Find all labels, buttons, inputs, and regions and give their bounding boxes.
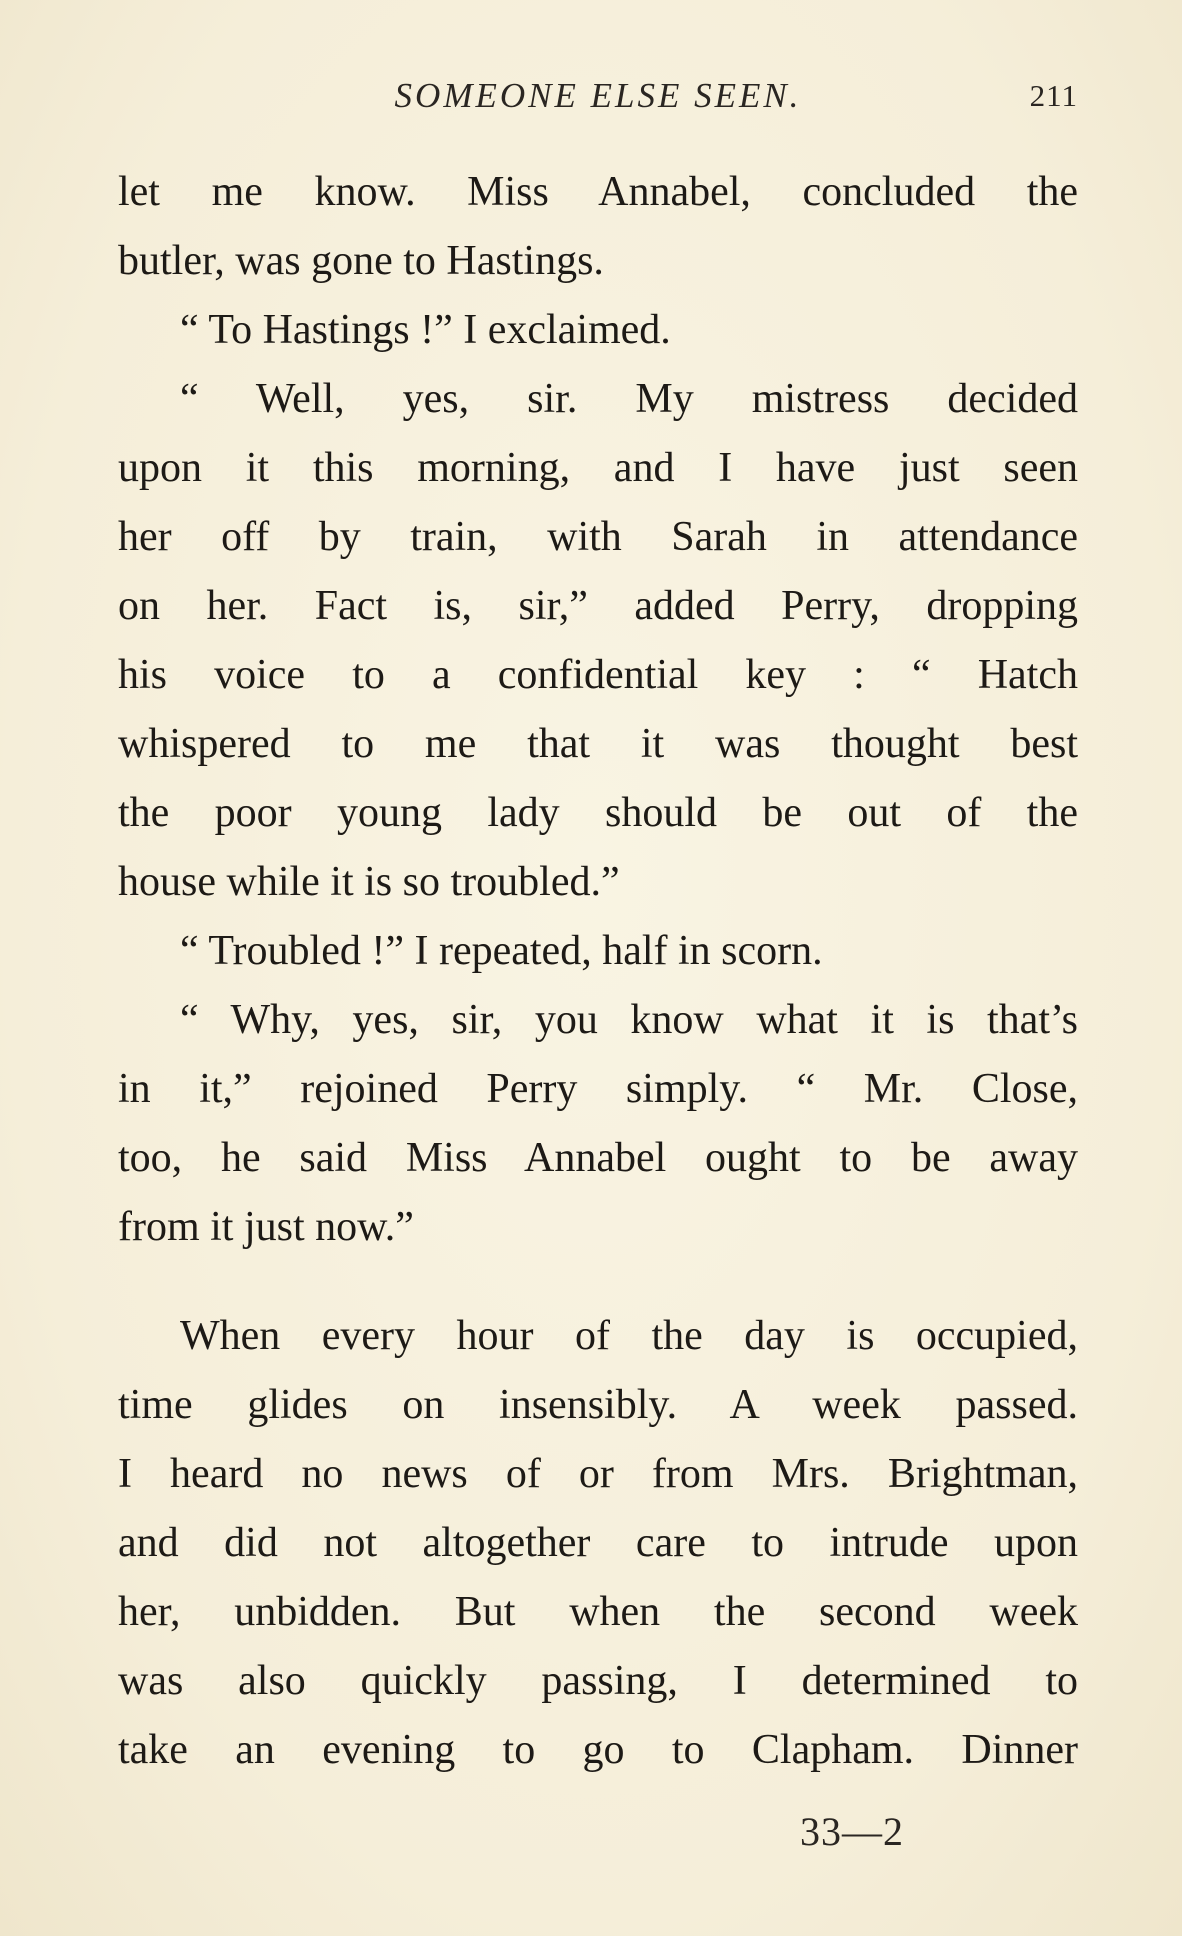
text-line: the poor young lady should be out of the	[118, 790, 1078, 836]
text-line: time glides on insensibly. A week passed.	[118, 1382, 1078, 1428]
text-line: butler, was gone to Hastings.	[118, 238, 604, 284]
text-line: whispered to me that it was thought best	[118, 721, 1078, 767]
page-header	[118, 72, 1078, 122]
text-line: “ Troubled !” I repeated, half in scorn.	[180, 928, 823, 974]
text-line: was also quickly passing, I determined to	[118, 1658, 1078, 1704]
text-line: I heard no news of or from Mrs. Brightman,	[118, 1451, 1078, 1497]
text-line: her off by train, with Sarah in attendance	[118, 514, 1078, 560]
text-line: let me know. Miss Annabel, concluded the	[118, 169, 1078, 215]
text-line: “ Well, yes, sir. My mistress decided	[180, 376, 1078, 422]
text-line: When every hour of the day is occupied,	[180, 1313, 1078, 1359]
running-head: SOMEONE ELSE SEEN.	[394, 76, 802, 115]
text-line: in it,” rejoined Perry simply. “ Mr. Close,	[118, 1066, 1078, 1112]
text-line: “ To Hastings !” I exclaimed.	[180, 307, 671, 353]
body-text	[118, 158, 1078, 1785]
text-line: her, unbidden. But when the second week	[118, 1589, 1078, 1635]
text-line: upon it this morning, and I have just seen	[118, 445, 1078, 491]
signature-mark: 33—2	[800, 1809, 904, 1854]
text-line: his voice to a confidential key : “ Hatch	[118, 652, 1078, 698]
page-number: 211	[1029, 78, 1078, 113]
text-line: too, he said Miss Annabel ought to be away	[118, 1135, 1078, 1181]
text-line: from it just now.”	[118, 1204, 414, 1250]
text-line: house while it is so troubled.”	[118, 859, 620, 905]
text-line: and did not altogether care to intrude upon	[118, 1520, 1078, 1566]
text-line: on her. Fact is, sir,” added Perry, dropping	[118, 583, 1078, 629]
section-break	[118, 1262, 1078, 1302]
text-line: take an evening to go to Clapham. Dinner	[118, 1727, 1078, 1773]
text-line: “ Why, yes, sir, you know what it is that’s	[180, 997, 1078, 1043]
